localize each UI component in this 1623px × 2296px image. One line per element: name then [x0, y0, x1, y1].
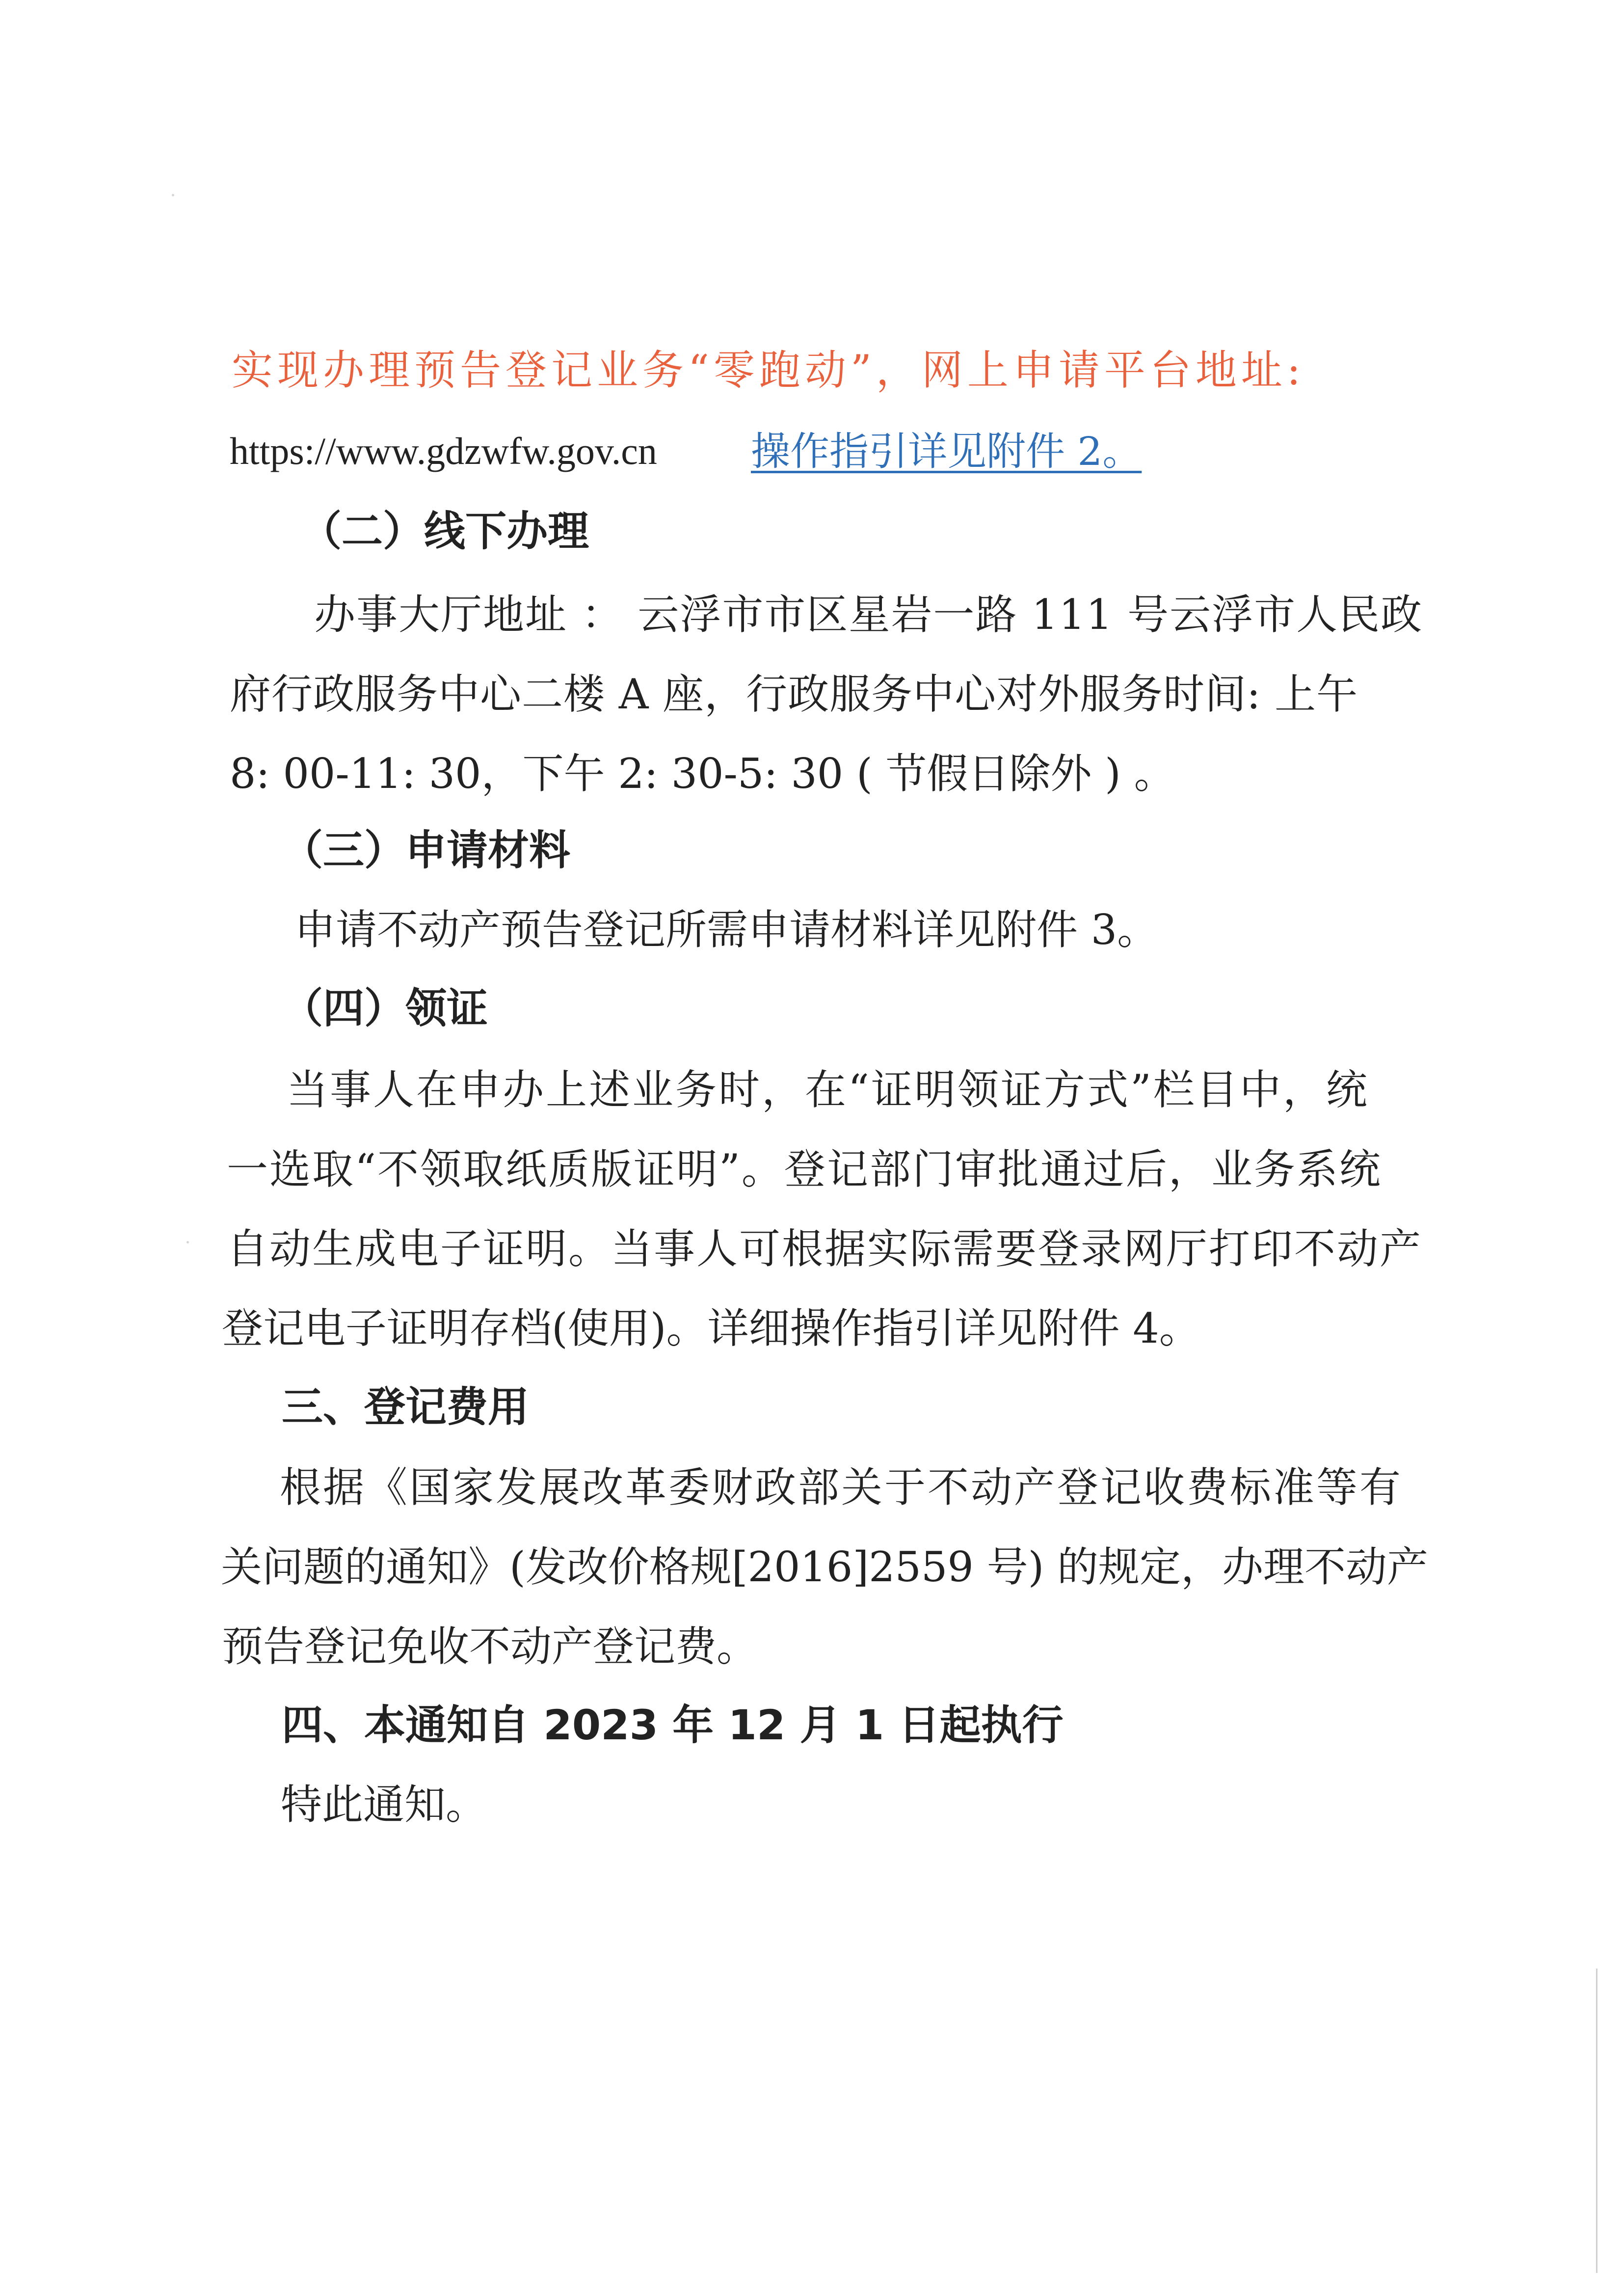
guide-link-attachment-2[interactable]: 操作指引详见附件 2。: [751, 429, 1142, 474]
section-heading-materials: （三）申请材料: [282, 826, 571, 874]
paragraph-line-license-1: 当事人在申办上述业务时，在“证明领证方式”栏目中，统: [287, 1066, 1369, 1114]
paragraph-line-hall-address: 办事大厅地址 ： 云浮市市区星岩一路 111 号云浮市人民政: [314, 591, 1423, 639]
paragraph-line-fee-3: 预告登记免收不动产登记费。: [222, 1622, 758, 1671]
paragraph-line-license-4: 登记电子证明存档(使用)。详细操作指引详见附件 4。: [222, 1304, 1200, 1352]
section-heading-offline: （二）线下办理: [300, 507, 589, 555]
scan-edge-line: [1596, 1969, 1597, 2273]
section-heading-fee: 三、登记费用: [282, 1383, 530, 1431]
paragraph-line-service-center: 府行政服务中心二楼 A 座，行政服务中心对外服务时间: 上午: [230, 670, 1358, 718]
paragraph-line-fee-1: 根据《国家发展改革委财政部关于不动产登记收费标准等有: [280, 1463, 1403, 1512]
paragraph-line-license-3: 自动生成电子证明。当事人可根据实际需要登录网厅打印不动产: [227, 1225, 1423, 1273]
paragraph-line-online-intro: 实现办理预告登记业务“零跑动”，网上申请平台地址:: [232, 346, 1305, 394]
scan-speck: [186, 1241, 189, 1243]
paragraph-line-fee-2: 关问题的通知》(发改价格规[2016]2559 号) 的规定，办理不动产: [221, 1543, 1429, 1591]
platform-url: https://www.gdzwfw.gov.cn: [230, 430, 657, 472]
closing-line: 特此通知。: [281, 1781, 487, 1829]
paragraph-line-license-2: 一选取“不领取纸质版证明”。登记部门审批通过后，业务系统: [227, 1145, 1382, 1193]
section-heading-effective-date: 四、本通知自 2023 年 12 月 1 日起执行: [282, 1701, 1064, 1749]
scan-speck: [172, 194, 174, 196]
paragraph-line-service-hours: 8: 00-11: 30，下午 2: 30-5: 30 ( 节假日除外 ) 。: [230, 750, 1175, 798]
paragraph-line-materials: 申请不动产预告登记所需申请材料详见附件 3。: [294, 906, 1159, 954]
section-heading-license: （四）领证: [282, 984, 488, 1032]
